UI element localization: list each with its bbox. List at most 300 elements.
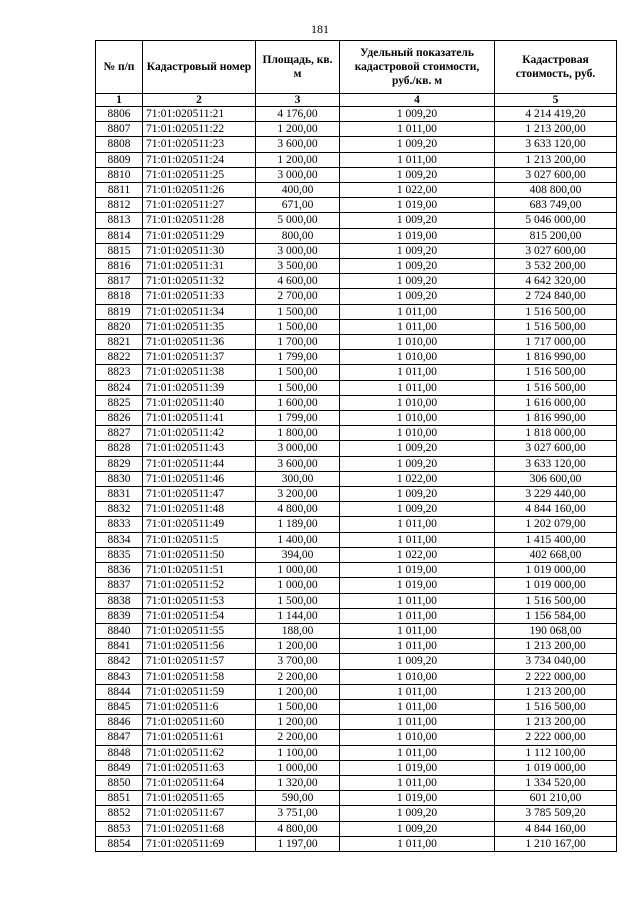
unit-value: 1 010,00 [340, 350, 495, 365]
cadastral-number: 71:01:020511:5 [143, 532, 256, 547]
cadastral-number: 71:01:020511:28 [143, 213, 256, 228]
cadastral-value: 3 633 120,00 [495, 137, 617, 152]
table-row [96, 426, 617, 441]
cadastral-number: 71:01:020511:50 [143, 547, 256, 562]
unit-value: 1 009,20 [340, 274, 495, 289]
table-row [96, 456, 617, 471]
cadastral-value: 1 516 500,00 [495, 593, 617, 608]
header-index: № п/п [96, 41, 143, 94]
row-index: 8849 [96, 760, 143, 775]
area-value: 5 000,00 [256, 213, 340, 228]
area-value: 300,00 [256, 471, 340, 486]
unit-value: 1 011,00 [340, 684, 495, 699]
cadastral-number: 71:01:020511:55 [143, 623, 256, 638]
row-index: 8817 [96, 274, 143, 289]
unit-value: 1 011,00 [340, 775, 495, 790]
cadastral-value: 3 734 040,00 [495, 654, 617, 669]
table-row [96, 259, 617, 274]
unit-value: 1 019,00 [340, 563, 495, 578]
area-value: 1 200,00 [256, 122, 340, 137]
cadastral-number: 71:01:020511:49 [143, 517, 256, 532]
area-value: 1 000,00 [256, 578, 340, 593]
row-index: 8850 [96, 775, 143, 790]
cadastral-value: 3 027 600,00 [495, 167, 617, 182]
area-value: 4 600,00 [256, 274, 340, 289]
row-index: 8848 [96, 745, 143, 760]
row-index: 8844 [96, 684, 143, 699]
cadastral-number: 71:01:020511:63 [143, 760, 256, 775]
unit-value: 1 022,00 [340, 183, 495, 198]
unit-value: 1 009,20 [340, 167, 495, 182]
cadastral-number: 71:01:020511:25 [143, 167, 256, 182]
table-row [96, 669, 617, 684]
column-number: 1 [96, 94, 143, 107]
area-value: 1 197,00 [256, 836, 340, 851]
unit-value: 1 011,00 [340, 365, 495, 380]
area-value: 188,00 [256, 623, 340, 638]
area-value: 394,00 [256, 547, 340, 562]
row-index: 8841 [96, 639, 143, 654]
table-row [96, 517, 617, 532]
unit-value: 1 009,20 [340, 243, 495, 258]
row-index: 8853 [96, 821, 143, 836]
table-row [96, 335, 617, 350]
area-value: 4 800,00 [256, 821, 340, 836]
table-row [96, 228, 617, 243]
cadastral-value: 4 844 160,00 [495, 502, 617, 517]
unit-value: 1 019,00 [340, 791, 495, 806]
unit-value: 1 011,00 [340, 699, 495, 714]
unit-value: 1 010,00 [340, 411, 495, 426]
table-row [96, 122, 617, 137]
cadastral-value: 683 749,00 [495, 198, 617, 213]
area-value: 671,00 [256, 198, 340, 213]
table-row [96, 775, 617, 790]
unit-value: 1 011,00 [340, 532, 495, 547]
row-index: 8819 [96, 304, 143, 319]
cadastral-value: 815 200,00 [495, 228, 617, 243]
area-value: 3 600,00 [256, 137, 340, 152]
row-index: 8842 [96, 654, 143, 669]
unit-value: 1 009,20 [340, 289, 495, 304]
cadastral-value: 408 800,00 [495, 183, 617, 198]
table-body [96, 107, 617, 852]
cadastral-value: 3 532 200,00 [495, 259, 617, 274]
cadastral-number: 71:01:020511:69 [143, 836, 256, 851]
unit-value: 1 011,00 [340, 122, 495, 137]
cadastral-number: 71:01:020511:62 [143, 745, 256, 760]
table-row [96, 563, 617, 578]
cadastral-number: 71:01:020511:6 [143, 699, 256, 714]
cadastral-number: 71:01:020511:44 [143, 456, 256, 471]
row-index: 8851 [96, 791, 143, 806]
table-row [96, 365, 617, 380]
cadastral-number: 71:01:020511:68 [143, 821, 256, 836]
cadastral-value: 1 415 400,00 [495, 532, 617, 547]
cadastral-number: 71:01:020511:67 [143, 806, 256, 821]
unit-value: 1 019,00 [340, 228, 495, 243]
cadastral-number: 71:01:020511:57 [143, 654, 256, 669]
unit-value: 1 009,20 [340, 821, 495, 836]
table-row [96, 760, 617, 775]
cadastral-value: 1 334 520,00 [495, 775, 617, 790]
unit-value: 1 010,00 [340, 395, 495, 410]
unit-value: 1 009,20 [340, 654, 495, 669]
header-area: Площадь, кв. м [256, 41, 340, 94]
unit-value: 1 011,00 [340, 836, 495, 851]
row-index: 8843 [96, 669, 143, 684]
unit-value: 1 011,00 [340, 152, 495, 167]
row-index: 8810 [96, 167, 143, 182]
row-index: 8828 [96, 441, 143, 456]
unit-value: 1 011,00 [340, 639, 495, 654]
cadastral-value: 2 724 840,00 [495, 289, 617, 304]
unit-value: 1 019,00 [340, 760, 495, 775]
cadastral-value: 1 816 990,00 [495, 350, 617, 365]
column-number: 5 [495, 94, 617, 107]
table-row [96, 639, 617, 654]
cadastral-number: 71:01:020511:30 [143, 243, 256, 258]
area-value: 3 751,00 [256, 806, 340, 821]
table-row [96, 821, 617, 836]
table-row [96, 623, 617, 638]
cadastral-number: 71:01:020511:29 [143, 228, 256, 243]
unit-value: 1 011,00 [340, 745, 495, 760]
cadastral-number: 71:01:020511:23 [143, 137, 256, 152]
cadastral-number: 71:01:020511:61 [143, 730, 256, 745]
table-row [96, 547, 617, 562]
cadastral-number: 71:01:020511:39 [143, 380, 256, 395]
table-row [96, 730, 617, 745]
unit-value: 1 009,20 [340, 456, 495, 471]
unit-value: 1 010,00 [340, 669, 495, 684]
table-header [96, 41, 617, 107]
cadastral-number: 71:01:020511:21 [143, 107, 256, 122]
cadastral-value: 1 516 500,00 [495, 365, 617, 380]
unit-value: 1 011,00 [340, 608, 495, 623]
cadastral-number: 71:01:020511:48 [143, 502, 256, 517]
table-row [96, 319, 617, 334]
unit-value: 1 011,00 [340, 380, 495, 395]
table-row [96, 593, 617, 608]
area-value: 1 500,00 [256, 365, 340, 380]
row-index: 8824 [96, 380, 143, 395]
row-index: 8812 [96, 198, 143, 213]
cadastral-value: 2 222 000,00 [495, 669, 617, 684]
cadastral-number: 71:01:020511:26 [143, 183, 256, 198]
unit-value: 1 009,20 [340, 806, 495, 821]
area-value: 1 500,00 [256, 593, 340, 608]
unit-value: 1 022,00 [340, 471, 495, 486]
row-index: 8806 [96, 107, 143, 122]
area-value: 3 200,00 [256, 487, 340, 502]
area-value: 3 500,00 [256, 259, 340, 274]
area-value: 3 600,00 [256, 456, 340, 471]
row-index: 8833 [96, 517, 143, 532]
table-row [96, 350, 617, 365]
row-index: 8811 [96, 183, 143, 198]
table-row [96, 471, 617, 486]
cadastral-number: 71:01:020511:34 [143, 304, 256, 319]
row-index: 8808 [96, 137, 143, 152]
cadastral-number: 71:01:020511:47 [143, 487, 256, 502]
area-value: 1 799,00 [256, 350, 340, 365]
table-row [96, 152, 617, 167]
table-row [96, 183, 617, 198]
unit-value: 1 010,00 [340, 335, 495, 350]
area-value: 3 000,00 [256, 243, 340, 258]
unit-value: 1 009,20 [340, 441, 495, 456]
cadastral-value: 1 818 000,00 [495, 426, 617, 441]
unit-value: 1 009,20 [340, 259, 495, 274]
column-number: 2 [143, 94, 256, 107]
unit-value: 1 022,00 [340, 547, 495, 562]
unit-value: 1 011,00 [340, 304, 495, 319]
row-index: 8832 [96, 502, 143, 517]
unit-value: 1 019,00 [340, 578, 495, 593]
row-index: 8821 [96, 335, 143, 350]
cadastral-number: 71:01:020511:37 [143, 350, 256, 365]
unit-value: 1 011,00 [340, 593, 495, 608]
row-index: 8834 [96, 532, 143, 547]
row-index: 8845 [96, 699, 143, 714]
cadastral-value: 1 210 167,00 [495, 836, 617, 851]
area-value: 1 000,00 [256, 563, 340, 578]
row-index: 8815 [96, 243, 143, 258]
header-row [96, 41, 617, 94]
cadastral-value: 402 668,00 [495, 547, 617, 562]
cadastral-value: 1 717 000,00 [495, 335, 617, 350]
cadastral-number: 71:01:020511:24 [143, 152, 256, 167]
unit-value: 1 009,20 [340, 502, 495, 517]
cadastral-value: 1 213 200,00 [495, 122, 617, 137]
cadastral-value: 1 213 200,00 [495, 684, 617, 699]
row-index: 8839 [96, 608, 143, 623]
cadastral-number: 71:01:020511:60 [143, 715, 256, 730]
row-index: 8847 [96, 730, 143, 745]
unit-value: 1 019,00 [340, 198, 495, 213]
cadastral-number: 71:01:020511:36 [143, 335, 256, 350]
table-row [96, 791, 617, 806]
cadastral-number: 71:01:020511:54 [143, 608, 256, 623]
cadastral-value: 1 019 000,00 [495, 578, 617, 593]
cadastral-value: 1 516 500,00 [495, 319, 617, 334]
area-value: 1 600,00 [256, 395, 340, 410]
row-index: 8822 [96, 350, 143, 365]
area-value: 1 400,00 [256, 532, 340, 547]
cadastral-number: 71:01:020511:59 [143, 684, 256, 699]
area-value: 1 500,00 [256, 304, 340, 319]
row-index: 8827 [96, 426, 143, 441]
row-index: 8823 [96, 365, 143, 380]
cadastral-number: 71:01:020511:65 [143, 791, 256, 806]
area-value: 1 000,00 [256, 760, 340, 775]
table-row [96, 243, 617, 258]
cadastral-number: 71:01:020511:33 [143, 289, 256, 304]
area-value: 3 700,00 [256, 654, 340, 669]
unit-value: 1 011,00 [340, 715, 495, 730]
cadastral-value: 1 516 500,00 [495, 304, 617, 319]
table-row [96, 274, 617, 289]
area-value: 4 176,00 [256, 107, 340, 122]
cadastral-value: 306 600,00 [495, 471, 617, 486]
table-row [96, 167, 617, 182]
cadastral-value: 4 214 419,20 [495, 107, 617, 122]
cadastral-number: 71:01:020511:42 [143, 426, 256, 441]
cadastral-value: 1 156 584,00 [495, 608, 617, 623]
cadastral-value: 1 019 000,00 [495, 760, 617, 775]
row-index: 8820 [96, 319, 143, 334]
cadastral-number: 71:01:020511:43 [143, 441, 256, 456]
area-value: 400,00 [256, 183, 340, 198]
table-row [96, 654, 617, 669]
row-index: 8837 [96, 578, 143, 593]
cadastral-number: 71:01:020511:31 [143, 259, 256, 274]
area-value: 1 500,00 [256, 319, 340, 334]
row-index: 8814 [96, 228, 143, 243]
row-index: 8831 [96, 487, 143, 502]
row-index: 8838 [96, 593, 143, 608]
header-cadastral-number: Кадастровый номер [143, 41, 256, 94]
row-index: 8818 [96, 289, 143, 304]
area-value: 1 800,00 [256, 426, 340, 441]
unit-value: 1 011,00 [340, 517, 495, 532]
table-row [96, 289, 617, 304]
table-row [96, 304, 617, 319]
area-value: 1 200,00 [256, 639, 340, 654]
cadastral-value: 1 213 200,00 [495, 715, 617, 730]
area-value: 800,00 [256, 228, 340, 243]
cadastral-number: 71:01:020511:38 [143, 365, 256, 380]
cadastral-value: 1 213 200,00 [495, 152, 617, 167]
cadastral-number: 71:01:020511:35 [143, 319, 256, 334]
unit-value: 1 009,20 [340, 107, 495, 122]
cadastral-value: 1 816 990,00 [495, 411, 617, 426]
row-index: 8846 [96, 715, 143, 730]
row-index: 8813 [96, 213, 143, 228]
page-number: 181 [311, 22, 329, 36]
row-index: 8816 [96, 259, 143, 274]
cadastral-number: 71:01:020511:53 [143, 593, 256, 608]
unit-value: 1 010,00 [340, 426, 495, 441]
cadastral-value: 4 642 320,00 [495, 274, 617, 289]
cadastral-value: 190 068,00 [495, 623, 617, 638]
area-value: 1 500,00 [256, 380, 340, 395]
column-number: 3 [256, 94, 340, 107]
row-index: 8852 [96, 806, 143, 821]
cadastral-value: 1 516 500,00 [495, 699, 617, 714]
area-value: 1 320,00 [256, 775, 340, 790]
cadastral-value: 1 019 000,00 [495, 563, 617, 578]
table-row [96, 715, 617, 730]
table-row [96, 608, 617, 623]
unit-value: 1 009,20 [340, 487, 495, 502]
table-row [96, 137, 617, 152]
cadastral-value: 5 046 000,00 [495, 213, 617, 228]
area-value: 1 144,00 [256, 608, 340, 623]
table-row [96, 806, 617, 821]
area-value: 1 100,00 [256, 745, 340, 760]
cadastral-value: 1 516 500,00 [495, 380, 617, 395]
area-value: 2 700,00 [256, 289, 340, 304]
table-row [96, 684, 617, 699]
area-value: 3 000,00 [256, 441, 340, 456]
table-row [96, 395, 617, 410]
table-row [96, 487, 617, 502]
area-value: 1 500,00 [256, 699, 340, 714]
row-index: 8840 [96, 623, 143, 638]
area-value: 590,00 [256, 791, 340, 806]
cadastral-table [95, 40, 617, 852]
cadastral-value: 3 027 600,00 [495, 441, 617, 456]
area-value: 1 200,00 [256, 684, 340, 699]
cadastral-number: 71:01:020511:51 [143, 563, 256, 578]
row-index: 8830 [96, 471, 143, 486]
cadastral-value: 3 027 600,00 [495, 243, 617, 258]
cadastral-number: 71:01:020511:56 [143, 639, 256, 654]
area-value: 3 000,00 [256, 167, 340, 182]
cadastral-value: 3 633 120,00 [495, 456, 617, 471]
cadastral-number: 71:01:020511:41 [143, 411, 256, 426]
cadastral-value: 1 112 100,00 [495, 745, 617, 760]
table-row [96, 441, 617, 456]
table-row [96, 745, 617, 760]
column-number-row [96, 94, 617, 107]
cadastral-number: 71:01:020511:40 [143, 395, 256, 410]
table-row [96, 836, 617, 851]
table-row [96, 380, 617, 395]
row-index: 8826 [96, 411, 143, 426]
unit-value: 1 009,20 [340, 213, 495, 228]
cadastral-number: 71:01:020511:64 [143, 775, 256, 790]
table-row [96, 411, 617, 426]
cadastral-value: 1 202 079,00 [495, 517, 617, 532]
table-row [96, 532, 617, 547]
unit-value: 1 011,00 [340, 319, 495, 334]
table-row [96, 198, 617, 213]
column-number: 4 [340, 94, 495, 107]
area-value: 2 200,00 [256, 669, 340, 684]
table-row [96, 699, 617, 714]
header-cadastral-value: Кадастровая стоимость, руб. [495, 41, 617, 94]
table-row [96, 578, 617, 593]
cadastral-value: 1 616 000,00 [495, 395, 617, 410]
area-value: 1 799,00 [256, 411, 340, 426]
row-index: 8807 [96, 122, 143, 137]
cadastral-value: 4 844 160,00 [495, 821, 617, 836]
area-value: 1 200,00 [256, 715, 340, 730]
area-value: 4 800,00 [256, 502, 340, 517]
area-value: 1 700,00 [256, 335, 340, 350]
unit-value: 1 009,20 [340, 137, 495, 152]
area-value: 1 200,00 [256, 152, 340, 167]
cadastral-number: 71:01:020511:27 [143, 198, 256, 213]
row-index: 8809 [96, 152, 143, 167]
cadastral-number: 71:01:020511:32 [143, 274, 256, 289]
cadastral-number: 71:01:020511:46 [143, 471, 256, 486]
cadastral-number: 71:01:020511:58 [143, 669, 256, 684]
cadastral-value: 3 785 509,20 [495, 806, 617, 821]
table-row [96, 213, 617, 228]
table-row [96, 107, 617, 122]
row-index: 8854 [96, 836, 143, 851]
unit-value: 1 010,00 [340, 730, 495, 745]
row-index: 8835 [96, 547, 143, 562]
area-value: 1 189,00 [256, 517, 340, 532]
cadastral-value: 601 210,00 [495, 791, 617, 806]
row-index: 8829 [96, 456, 143, 471]
row-index: 8825 [96, 395, 143, 410]
